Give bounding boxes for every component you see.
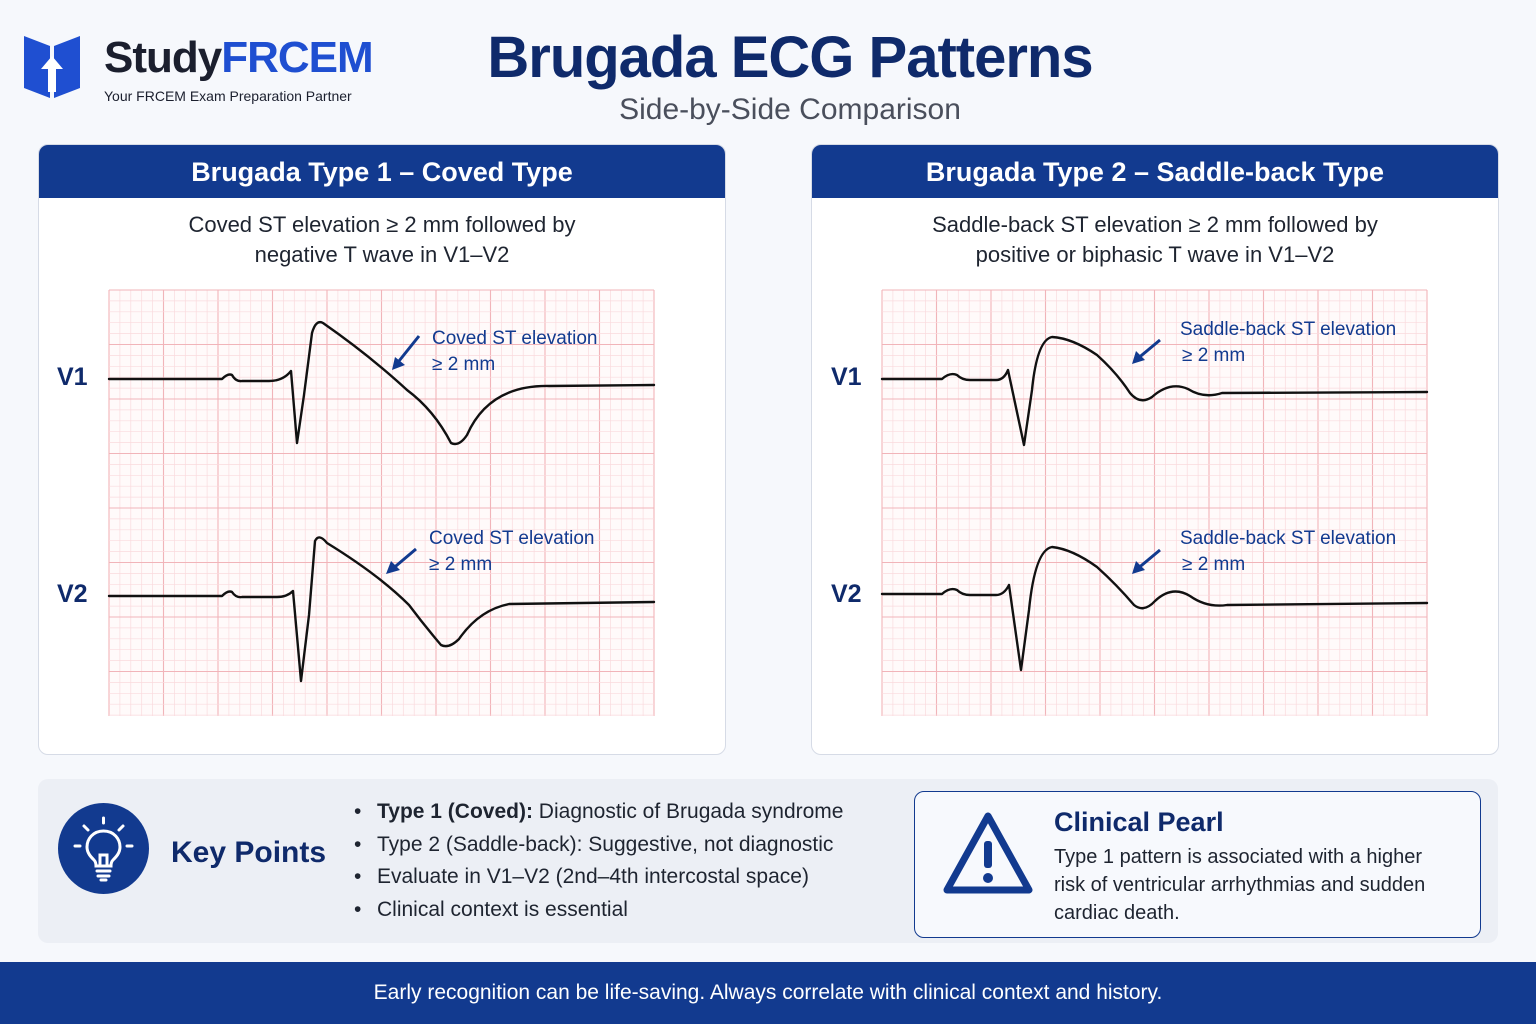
brand-name-part1: Study [104, 33, 222, 82]
list-item-text: Clinical context is essential [377, 897, 628, 921]
annotation-v2-line2: ≥ 2 mm [1182, 554, 1246, 575]
panel-desc-line1: Coved ST elevation ≥ 2 mm followed by [188, 212, 576, 237]
footer-banner: Early recognition can be life-saving. Always correlate with clinical context and history. [0, 962, 1536, 1024]
brand-name-part2: FRCEM [221, 33, 373, 82]
lead-label-v1: V1 [831, 363, 862, 391]
list-item [352, 829, 843, 862]
lead-label-v1: V1 [57, 363, 88, 391]
brand-tagline: Your FRCEM Exam Preparation Partner [104, 88, 352, 104]
annotation-v1-line2: ≥ 2 mm [432, 354, 496, 375]
list-item [352, 796, 843, 829]
lead-label-v2: V2 [57, 580, 88, 608]
clinical-pearl-text: Type 1 pattern is associated with a higher risk of ventricular arrhythmias and sudden cardiac death. [1054, 846, 1426, 924]
list-item-text: Diagnostic of Brugada syndrome [532, 800, 844, 823]
ecg-grid [109, 290, 654, 716]
annotation-v1-line1: Coved ST elevation [432, 328, 598, 349]
list-item-text: Evaluate in V1–V2 (2nd–4th intercostal space) [377, 865, 809, 888]
panel-desc-line2: negative T wave in V1–V2 [254, 242, 510, 267]
lead-label-v2: V2 [831, 580, 862, 608]
annotation-v1-line1: Saddle-back ST elevation [1180, 319, 1397, 340]
lightbulb-icon [58, 803, 149, 894]
ecg-grid [882, 290, 1427, 716]
panel-type1 [38, 144, 726, 755]
list-item-text: Type 2 (Saddle-back): Suggestive, not diagnostic [377, 832, 834, 856]
panel-desc-line2: positive or biphasic T wave in V1–V2 [975, 242, 1335, 267]
ecg-figure-type1 [39, 145, 725, 754]
panel-title: Brugada Type 1 – Coved Type [39, 145, 725, 198]
list-item [352, 861, 843, 894]
list-item [352, 894, 843, 927]
list-item-bold: Type 1 (Coved): [377, 800, 533, 823]
clinical-pearl-title: Clinical Pearl [1054, 807, 1224, 837]
ecg-figure-type2 [812, 145, 1498, 754]
page-title: Brugada ECG Patterns [487, 25, 1093, 90]
annotation-v2-line2: ≥ 2 mm [429, 554, 493, 575]
warning-triangle-icon [942, 811, 1034, 895]
annotation-v2-line1: Saddle-back ST elevation [1180, 528, 1397, 549]
annotation-v1-line2: ≥ 2 mm [1182, 345, 1246, 366]
page-subtitle: Side-by-Side Comparison [619, 93, 961, 126]
annotation-v2-line1: Coved ST elevation [429, 528, 595, 549]
panel-type2 [811, 144, 1499, 755]
panel-title: Brugada Type 2 – Saddle-back Type [812, 145, 1498, 198]
key-points-list [352, 796, 843, 926]
panel-desc-line1: Saddle-back ST elevation ≥ 2 mm followed by [932, 212, 1378, 237]
key-points-title: Key Points [171, 836, 327, 869]
